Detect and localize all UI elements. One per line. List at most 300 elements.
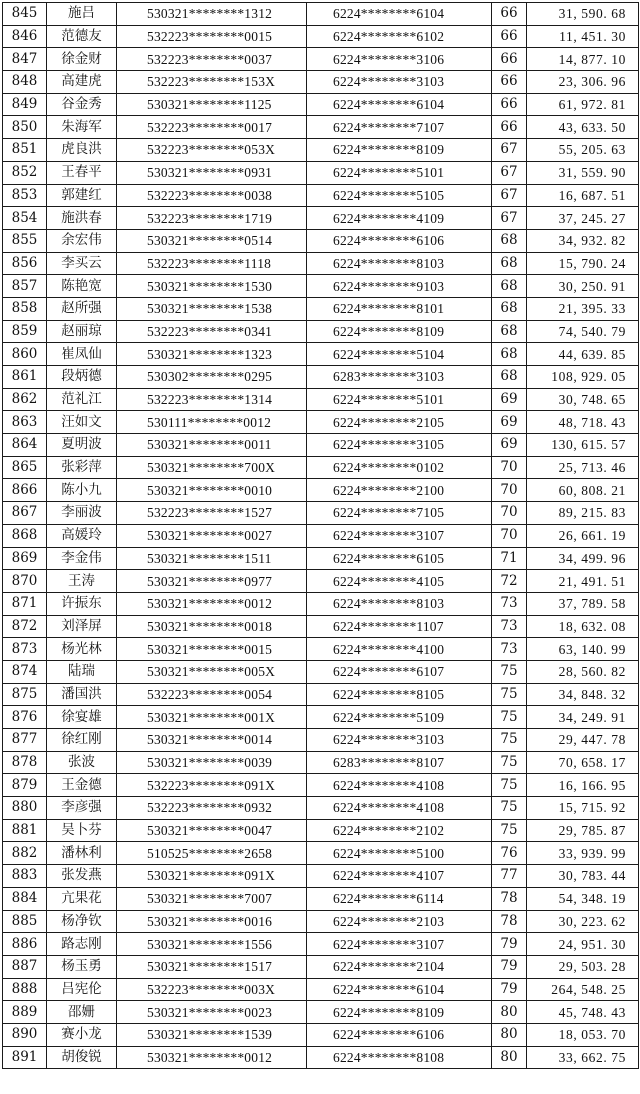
- age-cell: 72: [492, 570, 527, 593]
- age-cell: 70: [492, 479, 527, 502]
- amount-cell: 30, 748. 65: [527, 388, 639, 411]
- amount-cell: 43, 633. 50: [527, 116, 639, 139]
- card-number-cell: 6224********8105: [307, 683, 492, 706]
- row-number-cell: 876: [3, 706, 47, 729]
- table-row: [3, 297, 639, 320]
- card-number-cell: 6224********7105: [307, 502, 492, 525]
- row-number-cell: 867: [3, 502, 47, 525]
- id-number-cell: 530321********0012: [117, 592, 307, 615]
- table-row: [3, 411, 639, 434]
- amount-cell: 60, 808. 21: [527, 479, 639, 502]
- age-cell: 68: [492, 252, 527, 275]
- age-cell: 67: [492, 161, 527, 184]
- name-cell: 亢果花: [47, 887, 117, 910]
- card-number-cell: 6224********3103: [307, 729, 492, 752]
- card-number-cell: 6224********5104: [307, 343, 492, 366]
- age-cell: 75: [492, 774, 527, 797]
- amount-cell: 89, 215. 83: [527, 502, 639, 525]
- age-cell: 66: [492, 93, 527, 116]
- age-cell: 66: [492, 116, 527, 139]
- id-number-cell: 532223********0037: [117, 48, 307, 71]
- row-number-cell: 890: [3, 1023, 47, 1046]
- row-number-cell: 854: [3, 207, 47, 230]
- row-number-cell: 859: [3, 320, 47, 343]
- name-cell: 余宏伟: [47, 229, 117, 252]
- card-number-cell: 6224********6104: [307, 3, 492, 26]
- amount-cell: 74, 540. 79: [527, 320, 639, 343]
- table-row: [3, 388, 639, 411]
- age-cell: 70: [492, 502, 527, 525]
- amount-cell: 29, 503. 28: [527, 955, 639, 978]
- table-row: [3, 933, 639, 956]
- age-cell: 73: [492, 638, 527, 661]
- card-number-cell: 6224********1107: [307, 615, 492, 638]
- amount-cell: 33, 939. 99: [527, 842, 639, 865]
- age-cell: 73: [492, 615, 527, 638]
- age-cell: 79: [492, 978, 527, 1001]
- table-row: [3, 1023, 639, 1046]
- amount-cell: 26, 661. 19: [527, 524, 639, 547]
- name-cell: 陈小九: [47, 479, 117, 502]
- card-number-cell: 6224********3105: [307, 434, 492, 457]
- id-number-cell: 530321********091X: [117, 865, 307, 888]
- row-number-cell: 880: [3, 797, 47, 820]
- row-number-cell: 888: [3, 978, 47, 1001]
- table-row: [3, 252, 639, 275]
- id-number-cell: 532223********091X: [117, 774, 307, 797]
- amount-cell: 54, 348. 19: [527, 887, 639, 910]
- card-number-cell: 6224********4100: [307, 638, 492, 661]
- table-row: [3, 3, 639, 26]
- age-cell: 78: [492, 910, 527, 933]
- id-number-cell: 532223********153X: [117, 71, 307, 94]
- name-cell: 范德友: [47, 25, 117, 48]
- row-number-cell: 873: [3, 638, 47, 661]
- card-number-cell: 6224********3107: [307, 933, 492, 956]
- name-cell: 张波: [47, 751, 117, 774]
- age-cell: 75: [492, 797, 527, 820]
- table-row: [3, 343, 639, 366]
- age-cell: 69: [492, 411, 527, 434]
- age-cell: 68: [492, 275, 527, 298]
- id-number-cell: 530321********005X: [117, 660, 307, 683]
- table-row: [3, 660, 639, 683]
- id-number-cell: 530321********1312: [117, 3, 307, 26]
- age-cell: 77: [492, 865, 527, 888]
- name-cell: 潘国洪: [47, 683, 117, 706]
- row-number-cell: 851: [3, 139, 47, 162]
- id-number-cell: 530321********1323: [117, 343, 307, 366]
- id-number-cell: 530321********0012: [117, 1046, 307, 1069]
- table-row: [3, 25, 639, 48]
- card-number-cell: 6283********3103: [307, 366, 492, 389]
- table-row: [3, 275, 639, 298]
- name-cell: 杨净钦: [47, 910, 117, 933]
- table-row: [3, 48, 639, 71]
- amount-cell: 63, 140. 99: [527, 638, 639, 661]
- row-number-cell: 846: [3, 25, 47, 48]
- amount-cell: 16, 687. 51: [527, 184, 639, 207]
- row-number-cell: 889: [3, 1001, 47, 1024]
- card-number-cell: 6283********8107: [307, 751, 492, 774]
- id-number-cell: 530321********1511: [117, 547, 307, 570]
- amount-cell: 29, 785. 87: [527, 819, 639, 842]
- card-number-cell: 6224********8109: [307, 139, 492, 162]
- row-number-cell: 845: [3, 3, 47, 26]
- id-number-cell: 532223********1118: [117, 252, 307, 275]
- amount-cell: 30, 223. 62: [527, 910, 639, 933]
- row-number-cell: 882: [3, 842, 47, 865]
- amount-cell: 31, 590. 68: [527, 3, 639, 26]
- table-row: [3, 139, 639, 162]
- amount-cell: 24, 951. 30: [527, 933, 639, 956]
- name-cell: 杨光林: [47, 638, 117, 661]
- id-number-cell: 532223********1314: [117, 388, 307, 411]
- table-row: [3, 819, 639, 842]
- card-number-cell: 6224********6106: [307, 229, 492, 252]
- amount-cell: 108, 929. 05: [527, 366, 639, 389]
- card-number-cell: 6224********2100: [307, 479, 492, 502]
- name-cell: 李彦强: [47, 797, 117, 820]
- row-number-cell: 853: [3, 184, 47, 207]
- id-number-cell: 530321********0018: [117, 615, 307, 638]
- card-number-cell: 6224********3103: [307, 71, 492, 94]
- row-number-cell: 858: [3, 297, 47, 320]
- card-number-cell: 6224********2105: [307, 411, 492, 434]
- card-number-cell: 6224********9103: [307, 275, 492, 298]
- amount-cell: 61, 972. 81: [527, 93, 639, 116]
- row-number-cell: 860: [3, 343, 47, 366]
- row-number-cell: 877: [3, 729, 47, 752]
- row-number-cell: 885: [3, 910, 47, 933]
- card-number-cell: 6224********4108: [307, 797, 492, 820]
- table-row: [3, 479, 639, 502]
- id-number-cell: 530321********1556: [117, 933, 307, 956]
- card-number-cell: 6224********3106: [307, 48, 492, 71]
- row-number-cell: 856: [3, 252, 47, 275]
- age-cell: 67: [492, 184, 527, 207]
- table-row: [3, 1001, 639, 1024]
- id-number-cell: 530321********0016: [117, 910, 307, 933]
- card-number-cell: 6224********5109: [307, 706, 492, 729]
- table-row: [3, 706, 639, 729]
- amount-cell: 34, 848. 32: [527, 683, 639, 706]
- amount-cell: 16, 166. 95: [527, 774, 639, 797]
- table-row: [3, 71, 639, 94]
- row-number-cell: 848: [3, 71, 47, 94]
- id-number-cell: 532223********0015: [117, 25, 307, 48]
- id-number-cell: 530321********0010: [117, 479, 307, 502]
- table-row: [3, 638, 639, 661]
- name-cell: 吴卜芬: [47, 819, 117, 842]
- table-row: [3, 865, 639, 888]
- card-number-cell: 6224********8103: [307, 592, 492, 615]
- name-cell: 胡俊锐: [47, 1046, 117, 1069]
- name-cell: 刘泽屏: [47, 615, 117, 638]
- amount-cell: 34, 249. 91: [527, 706, 639, 729]
- table-row: [3, 547, 639, 570]
- age-cell: 68: [492, 320, 527, 343]
- row-number-cell: 883: [3, 865, 47, 888]
- id-number-cell: 530321********1538: [117, 297, 307, 320]
- age-cell: 71: [492, 547, 527, 570]
- id-number-cell: 532223********1719: [117, 207, 307, 230]
- id-number-cell: 530321********0047: [117, 819, 307, 842]
- id-number-cell: 530321********001X: [117, 706, 307, 729]
- card-number-cell: 6224********2103: [307, 910, 492, 933]
- age-cell: 66: [492, 3, 527, 26]
- table-row: [3, 615, 639, 638]
- age-cell: 75: [492, 706, 527, 729]
- table-row: [3, 910, 639, 933]
- name-cell: 范礼江: [47, 388, 117, 411]
- table-row: [3, 774, 639, 797]
- table-body: [3, 3, 639, 1069]
- table-row: [3, 116, 639, 139]
- name-cell: 高媛玲: [47, 524, 117, 547]
- table-row: [3, 320, 639, 343]
- table-row: [3, 842, 639, 865]
- age-cell: 80: [492, 1023, 527, 1046]
- card-number-cell: 6224********4105: [307, 570, 492, 593]
- table-row: [3, 570, 639, 593]
- name-cell: 陈艳宽: [47, 275, 117, 298]
- table-row: [3, 751, 639, 774]
- id-number-cell: 530321********0931: [117, 161, 307, 184]
- row-number-cell: 891: [3, 1046, 47, 1069]
- name-cell: 吕宪伦: [47, 978, 117, 1001]
- row-number-cell: 884: [3, 887, 47, 910]
- card-number-cell: 6224********4108: [307, 774, 492, 797]
- amount-cell: 45, 748. 43: [527, 1001, 639, 1024]
- row-number-cell: 879: [3, 774, 47, 797]
- recipient-table: [2, 2, 639, 1069]
- amount-cell: 30, 783. 44: [527, 865, 639, 888]
- id-number-cell: 530321********0977: [117, 570, 307, 593]
- amount-cell: 14, 877. 10: [527, 48, 639, 71]
- name-cell: 赛小龙: [47, 1023, 117, 1046]
- id-number-cell: 532223********1527: [117, 502, 307, 525]
- card-number-cell: 6224********6107: [307, 660, 492, 683]
- age-cell: 68: [492, 229, 527, 252]
- id-number-cell: 530321********1125: [117, 93, 307, 116]
- name-cell: 许振东: [47, 592, 117, 615]
- card-number-cell: 6224********5101: [307, 388, 492, 411]
- row-number-cell: 847: [3, 48, 47, 71]
- age-cell: 76: [492, 842, 527, 865]
- age-cell: 68: [492, 343, 527, 366]
- table-row: [3, 502, 639, 525]
- row-number-cell: 863: [3, 411, 47, 434]
- card-number-cell: 6224********4107: [307, 865, 492, 888]
- amount-cell: 30, 250. 91: [527, 275, 639, 298]
- name-cell: 施吕: [47, 3, 117, 26]
- amount-cell: 11, 451. 30: [527, 25, 639, 48]
- row-number-cell: 861: [3, 366, 47, 389]
- age-cell: 66: [492, 71, 527, 94]
- name-cell: 段炳德: [47, 366, 117, 389]
- name-cell: 王金德: [47, 774, 117, 797]
- table-row: [3, 161, 639, 184]
- card-number-cell: 6224********8108: [307, 1046, 492, 1069]
- name-cell: 汪如文: [47, 411, 117, 434]
- name-cell: 杨玉勇: [47, 955, 117, 978]
- card-number-cell: 6224********6102: [307, 25, 492, 48]
- name-cell: 张发燕: [47, 865, 117, 888]
- table-row: [3, 434, 639, 457]
- table-row: [3, 978, 639, 1001]
- card-number-cell: 6224********2102: [307, 819, 492, 842]
- row-number-cell: 875: [3, 683, 47, 706]
- amount-cell: 21, 395. 33: [527, 297, 639, 320]
- age-cell: 68: [492, 366, 527, 389]
- row-number-cell: 887: [3, 955, 47, 978]
- amount-cell: 18, 632. 08: [527, 615, 639, 638]
- amount-cell: 264, 548. 25: [527, 978, 639, 1001]
- id-number-cell: 530321********700X: [117, 456, 307, 479]
- name-cell: 徐宴雄: [47, 706, 117, 729]
- name-cell: 谷金秀: [47, 93, 117, 116]
- name-cell: 李金伟: [47, 547, 117, 570]
- amount-cell: 15, 790. 24: [527, 252, 639, 275]
- age-cell: 79: [492, 933, 527, 956]
- table-row: [3, 1046, 639, 1069]
- name-cell: 郭建红: [47, 184, 117, 207]
- card-number-cell: 6224********3107: [307, 524, 492, 547]
- row-number-cell: 881: [3, 819, 47, 842]
- card-number-cell: 6224********6114: [307, 887, 492, 910]
- age-cell: 79: [492, 955, 527, 978]
- id-number-cell: 530111********0012: [117, 411, 307, 434]
- card-number-cell: 6224********8109: [307, 320, 492, 343]
- id-number-cell: 530321********0023: [117, 1001, 307, 1024]
- amount-cell: 55, 205. 63: [527, 139, 639, 162]
- amount-cell: 70, 658. 17: [527, 751, 639, 774]
- id-number-cell: 530321********0039: [117, 751, 307, 774]
- row-number-cell: 870: [3, 570, 47, 593]
- card-number-cell: 6224********8101: [307, 297, 492, 320]
- amount-cell: 37, 789. 58: [527, 592, 639, 615]
- row-number-cell: 857: [3, 275, 47, 298]
- card-number-cell: 6224********6104: [307, 978, 492, 1001]
- amount-cell: 31, 559. 90: [527, 161, 639, 184]
- name-cell: 高建虎: [47, 71, 117, 94]
- card-number-cell: 6224********5101: [307, 161, 492, 184]
- age-cell: 70: [492, 456, 527, 479]
- id-number-cell: 530321********0015: [117, 638, 307, 661]
- card-number-cell: 6224********8109: [307, 1001, 492, 1024]
- amount-cell: 15, 715. 92: [527, 797, 639, 820]
- id-number-cell: 532223********0017: [117, 116, 307, 139]
- name-cell: 邵姗: [47, 1001, 117, 1024]
- id-number-cell: 530321********0011: [117, 434, 307, 457]
- name-cell: 徐金财: [47, 48, 117, 71]
- age-cell: 67: [492, 139, 527, 162]
- age-cell: 69: [492, 434, 527, 457]
- age-cell: 70: [492, 524, 527, 547]
- card-number-cell: 6224********0102: [307, 456, 492, 479]
- amount-cell: 44, 639. 85: [527, 343, 639, 366]
- card-number-cell: 6224********6106: [307, 1023, 492, 1046]
- amount-cell: 34, 499. 96: [527, 547, 639, 570]
- age-cell: 80: [492, 1046, 527, 1069]
- name-cell: 虎良洪: [47, 139, 117, 162]
- name-cell: 李丽波: [47, 502, 117, 525]
- name-cell: 张彩萍: [47, 456, 117, 479]
- row-number-cell: 866: [3, 479, 47, 502]
- card-number-cell: 6224********7107: [307, 116, 492, 139]
- row-number-cell: 855: [3, 229, 47, 252]
- table-row: [3, 229, 639, 252]
- row-number-cell: 852: [3, 161, 47, 184]
- name-cell: 施洪春: [47, 207, 117, 230]
- table-row: [3, 207, 639, 230]
- name-cell: 夏明波: [47, 434, 117, 457]
- id-number-cell: 532223********0932: [117, 797, 307, 820]
- id-number-cell: 530321********0027: [117, 524, 307, 547]
- age-cell: 75: [492, 729, 527, 752]
- table-row: [3, 366, 639, 389]
- row-number-cell: 871: [3, 592, 47, 615]
- row-number-cell: 874: [3, 660, 47, 683]
- id-number-cell: 530321********1517: [117, 955, 307, 978]
- age-cell: 78: [492, 887, 527, 910]
- amount-cell: 25, 713. 46: [527, 456, 639, 479]
- age-cell: 75: [492, 660, 527, 683]
- table-row: [3, 955, 639, 978]
- id-number-cell: 532223********0038: [117, 184, 307, 207]
- id-number-cell: 532223********0054: [117, 683, 307, 706]
- table-row: [3, 456, 639, 479]
- table-row: [3, 524, 639, 547]
- age-cell: 66: [492, 48, 527, 71]
- name-cell: 赵丽琼: [47, 320, 117, 343]
- amount-cell: 21, 491. 51: [527, 570, 639, 593]
- card-number-cell: 6224********4109: [307, 207, 492, 230]
- name-cell: 李买云: [47, 252, 117, 275]
- card-number-cell: 6224********6104: [307, 93, 492, 116]
- row-number-cell: 850: [3, 116, 47, 139]
- age-cell: 75: [492, 683, 527, 706]
- card-number-cell: 6224********5100: [307, 842, 492, 865]
- card-number-cell: 6224********5105: [307, 184, 492, 207]
- age-cell: 68: [492, 297, 527, 320]
- id-number-cell: 510525********2658: [117, 842, 307, 865]
- table-row: [3, 729, 639, 752]
- name-cell: 朱海军: [47, 116, 117, 139]
- id-number-cell: 530302********0295: [117, 366, 307, 389]
- name-cell: 王涛: [47, 570, 117, 593]
- table-row: [3, 184, 639, 207]
- amount-cell: 37, 245. 27: [527, 207, 639, 230]
- row-number-cell: 878: [3, 751, 47, 774]
- row-number-cell: 865: [3, 456, 47, 479]
- name-cell: 王春平: [47, 161, 117, 184]
- name-cell: 陆瑞: [47, 660, 117, 683]
- id-number-cell: 530321********1530: [117, 275, 307, 298]
- amount-cell: 34, 932. 82: [527, 229, 639, 252]
- amount-cell: 48, 718. 43: [527, 411, 639, 434]
- age-cell: 66: [492, 25, 527, 48]
- age-cell: 67: [492, 207, 527, 230]
- row-number-cell: 869: [3, 547, 47, 570]
- name-cell: 徐红刚: [47, 729, 117, 752]
- age-cell: 75: [492, 819, 527, 842]
- amount-cell: 28, 560. 82: [527, 660, 639, 683]
- row-number-cell: 849: [3, 93, 47, 116]
- card-number-cell: 6224********6105: [307, 547, 492, 570]
- age-cell: 80: [492, 1001, 527, 1024]
